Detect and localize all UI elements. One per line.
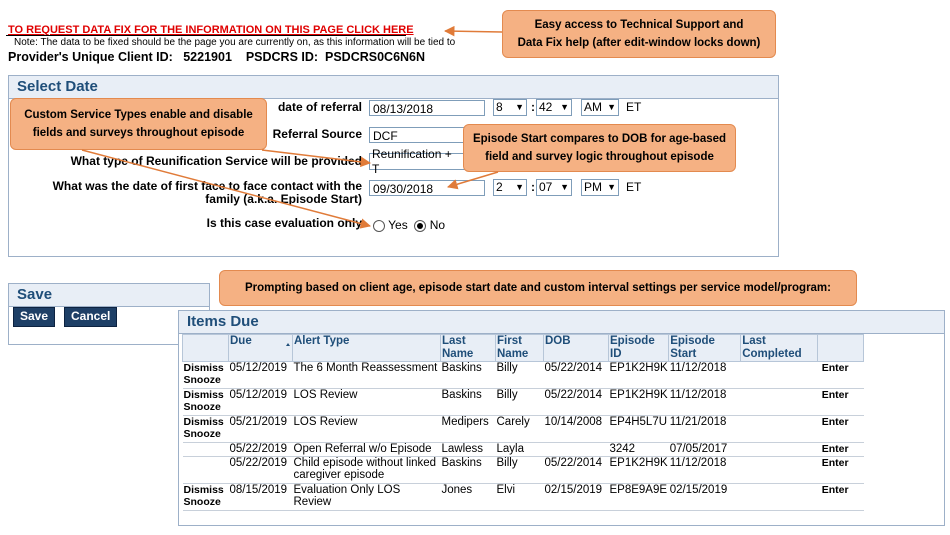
- first-contact-hour-value: 2: [496, 180, 503, 194]
- referral-source-label: Referral Source: [272, 127, 362, 141]
- panel-title: Save: [9, 284, 209, 307]
- column-header: Last Completed: [741, 335, 818, 362]
- enter-link[interactable]: Enter: [818, 389, 864, 416]
- chevron-down-icon: ▼: [515, 102, 524, 112]
- provider-id-value: 5221901: [183, 50, 232, 64]
- last-name-cell: Jones: [441, 484, 496, 511]
- column-header: Last Name: [441, 335, 496, 362]
- due-cell: 05/12/2019: [229, 389, 293, 416]
- episode-start-cell: 11/21/2018: [669, 416, 741, 443]
- column-header: First Name: [496, 335, 544, 362]
- panel-title: Select Date: [9, 76, 778, 99]
- referral-ampm-value: AM: [584, 100, 602, 114]
- alert-type-cell: LOS Review: [293, 416, 441, 443]
- psdcrs-id-value: PSDCRS0C6N6N: [325, 50, 426, 64]
- column-header: Episode ID: [609, 335, 669, 362]
- enter-link[interactable]: Enter: [818, 484, 864, 511]
- last-name-cell: Baskins: [441, 457, 496, 484]
- save-button[interactable]: Save: [13, 307, 55, 327]
- psdcrs-id-label: PSDCRS ID:: [245, 50, 319, 64]
- yes-label: Yes: [388, 218, 408, 232]
- enter-link[interactable]: Enter: [818, 443, 864, 457]
- callout-line: Easy access to Technical Support and: [534, 19, 744, 31]
- last-name-cell: Medipers: [441, 416, 496, 443]
- callout-line: Data Fix help (after edit-window locks down): [517, 37, 761, 49]
- snooze-link[interactable]: Snooze: [183, 401, 221, 413]
- callout-line: Custom Service Types enable and disable: [24, 109, 253, 121]
- column-header: Episode Start: [669, 335, 741, 362]
- chevron-down-icon: ▼: [560, 182, 569, 192]
- dob-cell: 02/15/2019: [544, 484, 609, 511]
- episode-id-cell: EP1K2H9K: [609, 457, 669, 484]
- time-colon: :: [531, 100, 535, 114]
- evaluation-only-label: Is this case evaluation only: [206, 216, 362, 230]
- first-name-cell: Billy: [496, 389, 544, 416]
- column-header[interactable]: Due: [229, 335, 293, 362]
- episode-id-cell: EP8E9A9E: [609, 484, 669, 511]
- first-name-cell: Billy: [496, 362, 544, 389]
- first-name-cell: Layla: [496, 443, 544, 457]
- tech-support-arrow: [445, 31, 502, 32]
- due-cell: 05/12/2019: [229, 362, 293, 389]
- due-cell: 05/22/2019: [229, 443, 293, 457]
- first-name-cell: Carely: [496, 416, 544, 443]
- chevron-down-icon: ▼: [607, 182, 616, 192]
- episode-id-cell: EP1K2H9K: [609, 389, 669, 416]
- last-name-cell: Baskins: [441, 362, 496, 389]
- service-type-value: Reunification + T: [372, 146, 452, 176]
- first-contact-ampm-value: PM: [584, 180, 602, 194]
- dob-cell: 05/22/2014: [544, 457, 609, 484]
- dismiss-link[interactable]: Dismiss: [183, 484, 224, 496]
- dismiss-link[interactable]: Dismiss: [183, 362, 224, 374]
- panel-title: Items Due: [179, 311, 944, 334]
- first-contact-label-line1: What was the date of first face to face contact with the: [52, 179, 362, 193]
- first-contact-date-input[interactable]: 09/30/2018: [369, 180, 485, 196]
- first-name-cell: Elvi: [496, 484, 544, 511]
- callout-line: fields and surveys throughout episode: [32, 127, 245, 139]
- provider-id-label: Provider's Unique Client ID:: [8, 50, 173, 64]
- evaluation-arrow: [82, 150, 370, 226]
- data-fix-link[interactable]: TO REQUEST DATA FIX FOR THE INFORMATION ON THIS PAGE CLICK HERE: [8, 24, 414, 36]
- custom-service-arrow: [262, 150, 370, 163]
- last-name-cell: Baskins: [441, 389, 496, 416]
- callout-line: Episode Start compares to DOB for age-based: [472, 133, 727, 145]
- service-type-label: What type of Reunification Service will be provided: [70, 154, 362, 168]
- column-header: DOB: [544, 335, 609, 362]
- enter-link[interactable]: Enter: [818, 416, 864, 443]
- enter-link[interactable]: Enter: [818, 362, 864, 389]
- first-contact-label-line2: family (a.k.a. Episode Start): [205, 192, 362, 206]
- snooze-link[interactable]: Snooze: [183, 374, 221, 386]
- episode-start-cell: 07/05/2017: [669, 443, 741, 457]
- first-contact-timezone: ET: [626, 180, 642, 194]
- data-fix-note: Note: The data to be fixed should be the page you are currently on, as this information will be tied to: [14, 37, 456, 48]
- due-cell: 08/15/2019: [229, 484, 293, 511]
- due-cell: 05/21/2019: [229, 416, 293, 443]
- chevron-down-icon: ▼: [515, 182, 524, 192]
- dismiss-link[interactable]: Dismiss: [183, 416, 224, 428]
- no-label: No: [429, 218, 446, 232]
- cancel-button[interactable]: Cancel: [64, 307, 117, 327]
- last-name-cell: Lawless: [441, 443, 496, 457]
- dismiss-link[interactable]: Dismiss: [183, 389, 224, 401]
- alert-type-cell: The 6 Month Reassessment: [293, 362, 441, 389]
- referral-hour-value: 8: [496, 100, 503, 114]
- dob-cell: 05/22/2014: [544, 389, 609, 416]
- dob-cell: 10/14/2008: [544, 416, 609, 443]
- episode-start-cell: 02/15/2019: [669, 484, 741, 511]
- alert-type-cell: Open Referral w/o Episode: [293, 443, 441, 457]
- episode-start-cell: 11/12/2018: [669, 362, 741, 389]
- callout-line: Prompting based on client age, episode start date and custom interval settings per service model/program:: [244, 282, 831, 294]
- episode-id-cell: EP4H5L7U: [609, 416, 669, 443]
- dob-cell: 05/22/2014: [544, 362, 609, 389]
- first-contact-minute-value: 07: [539, 180, 553, 194]
- episode-start-arrow: [448, 172, 498, 187]
- episode-id-cell: 3242: [609, 443, 669, 457]
- referral-minute-value: 42: [539, 100, 553, 114]
- snooze-link[interactable]: Snooze: [183, 496, 221, 508]
- episode-start-cell: 11/12/2018: [669, 389, 741, 416]
- column-header: Alert Type: [293, 335, 441, 362]
- referral-date-label: date of referral: [277, 100, 362, 114]
- referral-source-input[interactable]: DCF: [369, 127, 485, 143]
- episode-start-cell: 11/12/2018: [669, 457, 741, 484]
- sort-arrow-icon: [286, 343, 290, 346]
- referral-timezone: ET: [626, 100, 642, 114]
- referral-date-input[interactable]: 08/13/2018: [369, 100, 485, 116]
- due-cell: 05/22/2019: [229, 457, 293, 484]
- time-colon: :: [531, 180, 535, 194]
- chevron-down-icon: ▼: [560, 102, 569, 112]
- chevron-down-icon: ▼: [607, 102, 616, 112]
- snooze-link[interactable]: Snooze: [183, 428, 221, 440]
- enter-link[interactable]: Enter: [818, 457, 864, 484]
- alert-type-cell: LOS Review: [293, 389, 441, 416]
- first-name-cell: Billy: [496, 457, 544, 484]
- alert-type-cell: Child episode without linked caregiver episode: [293, 457, 441, 484]
- episode-id-cell: EP1K2H9K: [609, 362, 669, 389]
- callout-line: field and survey logic throughout episode: [485, 151, 714, 163]
- alert-type-cell: Evaluation Only LOS Review: [293, 484, 441, 511]
